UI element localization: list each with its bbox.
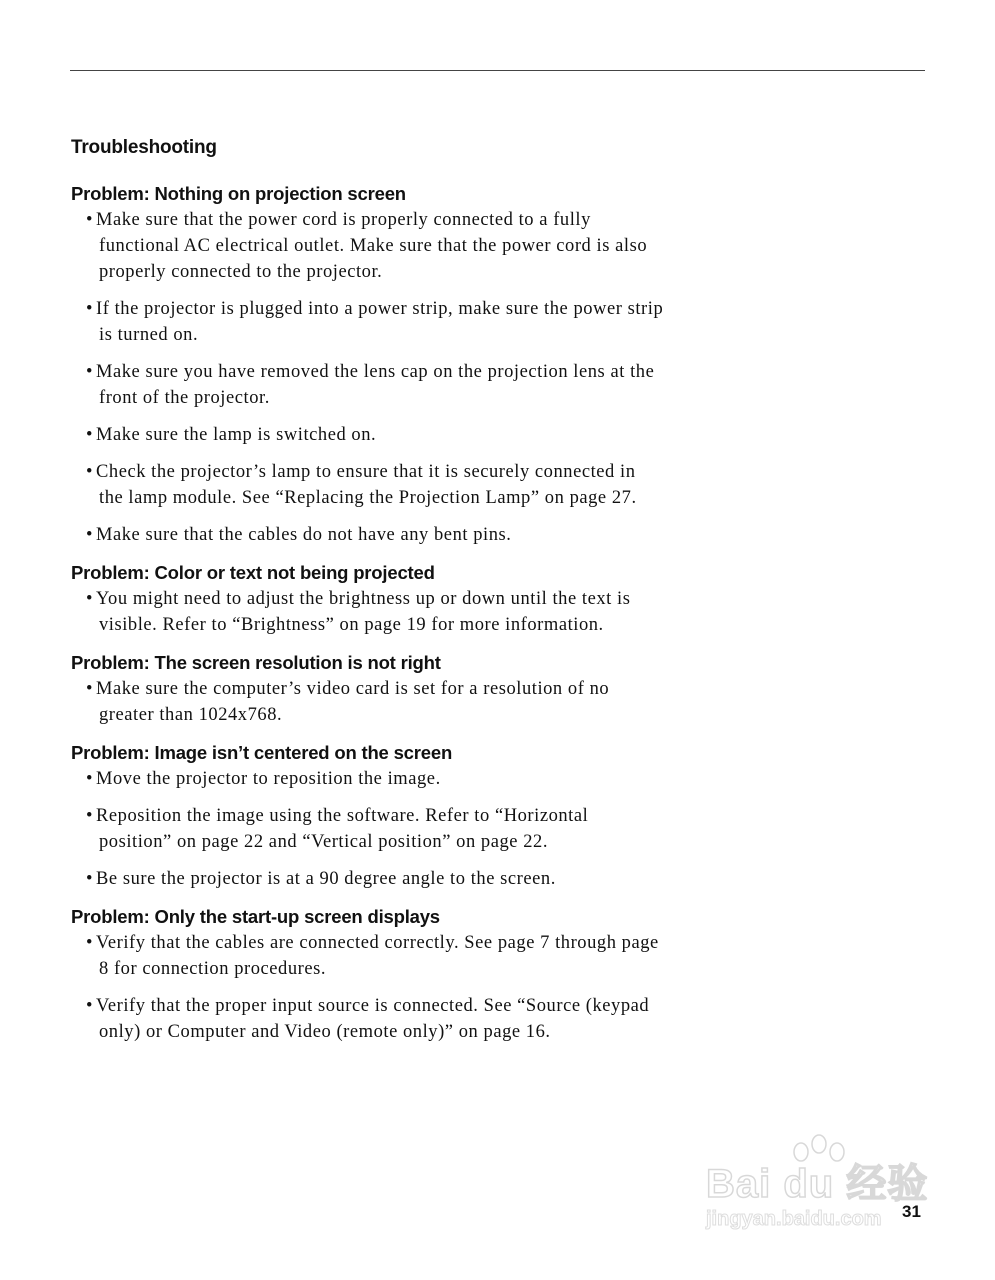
bullet-text: Verify that the proper input source is connected. See “Source (keypad only) or Computer and Video (remote only)” on page 16. — [96, 996, 650, 1042]
page-title: Troubleshooting — [71, 137, 217, 158]
bullet-item — [71, 459, 664, 511]
problem-section-color-text — [71, 562, 671, 638]
problem-section-centering — [71, 742, 671, 892]
problem-section-startup-screen — [71, 906, 671, 1045]
paw-icon — [706, 1130, 776, 1170]
paw-pads-icon — [706, 1130, 936, 1190]
bullet-text: Make sure that the cables do not have any bent pins. — [96, 525, 512, 545]
bullet-icon: • — [86, 933, 94, 953]
bullet-list — [71, 207, 671, 548]
watermark-brand: Bai du 经验 — [706, 1162, 929, 1206]
bullet-icon: • — [86, 210, 94, 230]
bullet-item — [71, 296, 664, 348]
bullet-text: Make sure the lamp is switched on. — [96, 425, 377, 445]
bullet-text: If the projector is plugged into a power strip, make sure the power strip is turned on. — [96, 299, 664, 345]
bullet-item — [71, 359, 664, 411]
bullet-icon: • — [86, 425, 94, 445]
bullet-list — [71, 766, 671, 892]
problem-section-nothing-on-screen — [71, 183, 671, 548]
baidu-watermark — [706, 1130, 936, 1245]
bullet-list — [71, 930, 671, 1045]
bullet-text: Make sure the computer’s video card is set for a resolution of no greater than 1024x768. — [96, 679, 610, 725]
bullet-icon: • — [86, 525, 94, 545]
bullet-text: Move the projector to reposition the image. — [96, 769, 441, 789]
problem-heading: Problem: Image isn’t centered on the screen — [71, 742, 453, 763]
bullet-list — [71, 586, 671, 638]
bullet-item — [71, 866, 664, 892]
problem-heading: Problem: The screen resolution is not right — [71, 652, 441, 673]
bullet-icon: • — [86, 589, 94, 609]
bullet-text: You might need to adjust the brightness up or down until the text is visible. Refer to “Brightness” on page 19 for more information. — [96, 589, 631, 635]
page-number: 31 — [902, 1202, 921, 1221]
document-body — [71, 135, 671, 1059]
bullet-text: Reposition the image using the software. Refer to “Horizontal position” on page 22 and “Vertical position” on page 22. — [96, 806, 589, 852]
bullet-text: Be sure the projector is at a 90 degree angle to the screen. — [96, 869, 556, 889]
bullet-item — [71, 930, 664, 982]
bullet-icon: • — [86, 869, 94, 889]
bullet-list — [71, 676, 671, 728]
bullet-item — [71, 993, 664, 1045]
bullet-icon: • — [86, 462, 94, 482]
problem-heading: Problem: Nothing on projection screen — [71, 183, 406, 204]
problem-heading: Problem: Color or text not being projected — [71, 562, 435, 583]
bullet-item — [71, 422, 664, 448]
header-rule — [70, 70, 925, 71]
bullet-text: Make sure that the power cord is properly connected to a fully functional AC electrical outlet. Make sure that the power cord is also properly connected to the projector. — [96, 210, 648, 282]
bullet-icon: • — [86, 679, 94, 699]
bullet-icon: • — [86, 806, 94, 826]
bullet-text: Verify that the cables are connected correctly. See page 7 through page 8 for connection procedures. — [96, 933, 659, 979]
bullet-item — [71, 803, 664, 855]
bullet-item — [71, 522, 664, 548]
bullet-icon: • — [86, 299, 94, 319]
bullet-icon: • — [86, 769, 94, 789]
problem-heading: Problem: Only the start-up screen displays — [71, 906, 440, 927]
bullet-text: Check the projector’s lamp to ensure that it is securely connected in the lamp module. See “Replacing the Projection Lamp” on page 27. — [96, 462, 637, 508]
bullet-item — [71, 207, 664, 285]
watermark-url: jingyan.baidu.com — [706, 1208, 882, 1230]
bullet-item — [71, 676, 664, 728]
bullet-item — [71, 766, 664, 792]
bullet-text: Make sure you have removed the lens cap on the projection lens at the front of the projector. — [96, 362, 655, 408]
bullet-icon: • — [86, 996, 94, 1016]
bullet-icon: • — [86, 362, 94, 382]
problem-section-resolution — [71, 652, 671, 728]
bullet-item — [71, 586, 664, 638]
